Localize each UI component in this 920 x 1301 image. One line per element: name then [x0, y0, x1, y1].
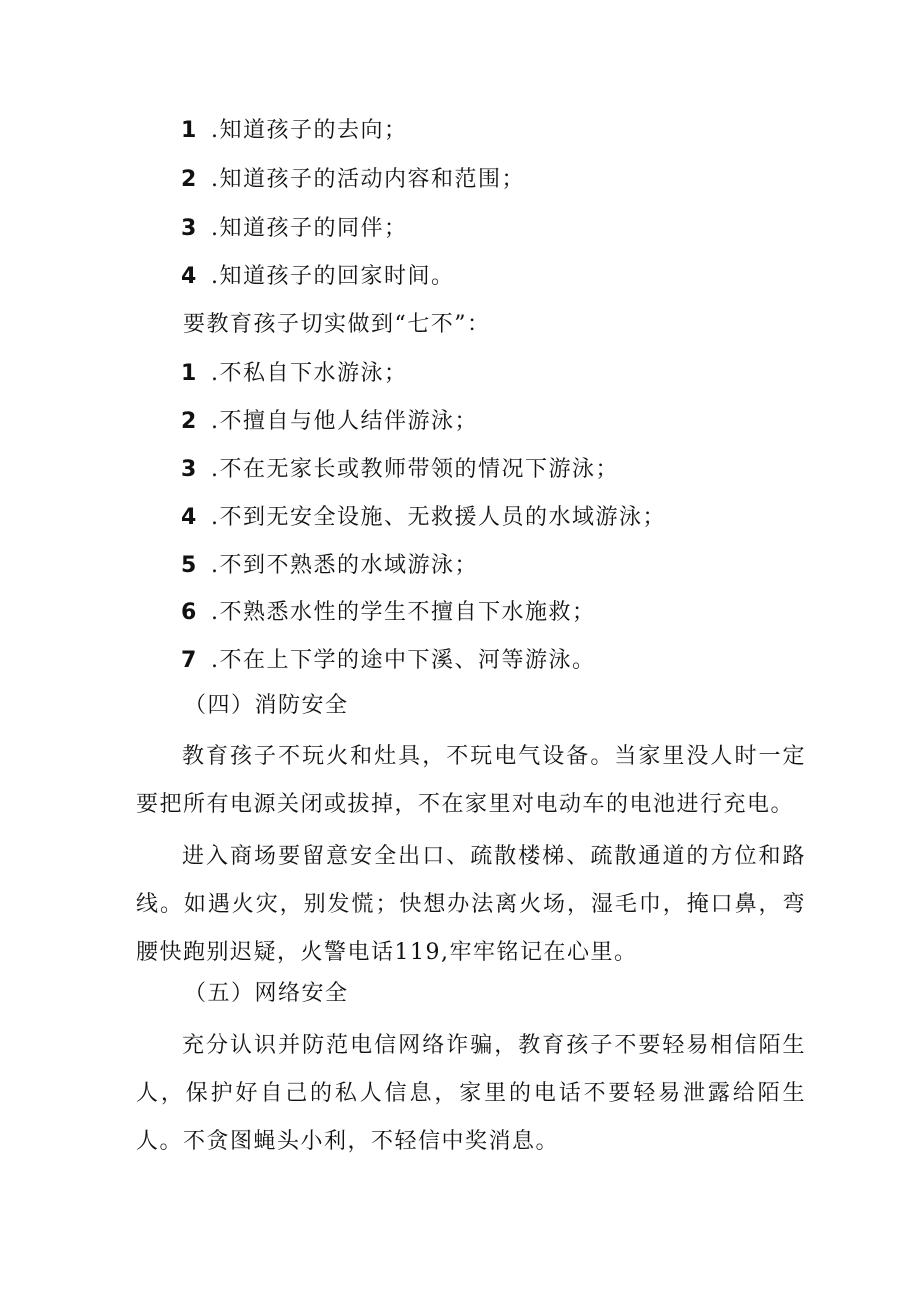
list-number: 4 [181, 505, 198, 530]
list-number: 1 [181, 361, 198, 386]
list-number: 7 [181, 648, 198, 673]
list-item [181, 503, 666, 533]
list-number: 2 [181, 409, 198, 434]
list-text: .知道孩子的活动内容和范围； [211, 167, 525, 192]
section-heading-network-safety: （五）网络安全 [184, 981, 349, 1006]
list-number: 1 [181, 118, 198, 143]
list-text: .不在上下学的途中下溪、河等游泳。 [211, 648, 596, 673]
list-number: 5 [181, 553, 198, 578]
list-item [181, 407, 478, 437]
list-text: .不到无安全设施、无救援人员的水域游泳； [211, 505, 666, 530]
list-item [181, 551, 478, 581]
list-item [181, 116, 408, 146]
list-text: .不在无家长或教师带领的情况下游泳； [211, 457, 619, 482]
list-text: .知道孩子的回家时间。 [211, 264, 455, 289]
list-text: .不私自下水游泳； [211, 361, 408, 386]
list-number: 3 [181, 216, 198, 241]
list-item [181, 598, 596, 628]
list-text: .不擅自与他人结伴游泳； [211, 409, 478, 434]
list-number: 2 [181, 167, 198, 192]
list-item [181, 262, 455, 292]
list-number: 3 [181, 457, 198, 482]
list-item [181, 646, 596, 676]
list-item [181, 165, 525, 195]
list-text: .不到不熟悉的水域游泳； [211, 553, 478, 578]
list-number: 4 [181, 264, 198, 289]
list-item [181, 214, 408, 244]
list-number: 6 [181, 600, 198, 625]
fire-safety-paragraph-2: 进入商场要留意安全出口、疏散楼梯、疏散通道的方位和路线。如遇火灾，别发慌；快想办法离火场，湿毛巾，掩口鼻，弯腰快跑别迟疑，火警电话119,牢牢铭记在心里。 [136, 844, 806, 965]
list-item [181, 455, 619, 485]
list-text: .不熟悉水性的学生不擅自下水施救； [211, 600, 596, 625]
list-text: .知道孩子的去向； [211, 118, 408, 143]
network-safety-paragraph: 充分认识并防范电信网络诈骗，教育孩子不要轻易相信陌生人，保护好自己的私人信息，家里的电话不要轻易泄露给陌生人。不贪图蝇头小利，不轻信中奖消息。 [136, 1033, 806, 1154]
fire-safety-paragraph-1: 教育孩子不玩火和灶具，不玩电气设备。当家里没人时一定要把所有电源关闭或拔掉，不在家里对电动车的电池进行充电。 [136, 744, 806, 817]
seven-no-intro: 要教育孩子切实做到“七不”： [183, 312, 491, 337]
list-text: .知道孩子的同伴； [211, 216, 408, 241]
section-heading-fire-safety: （四）消防安全 [184, 693, 349, 718]
list-item [181, 359, 408, 389]
